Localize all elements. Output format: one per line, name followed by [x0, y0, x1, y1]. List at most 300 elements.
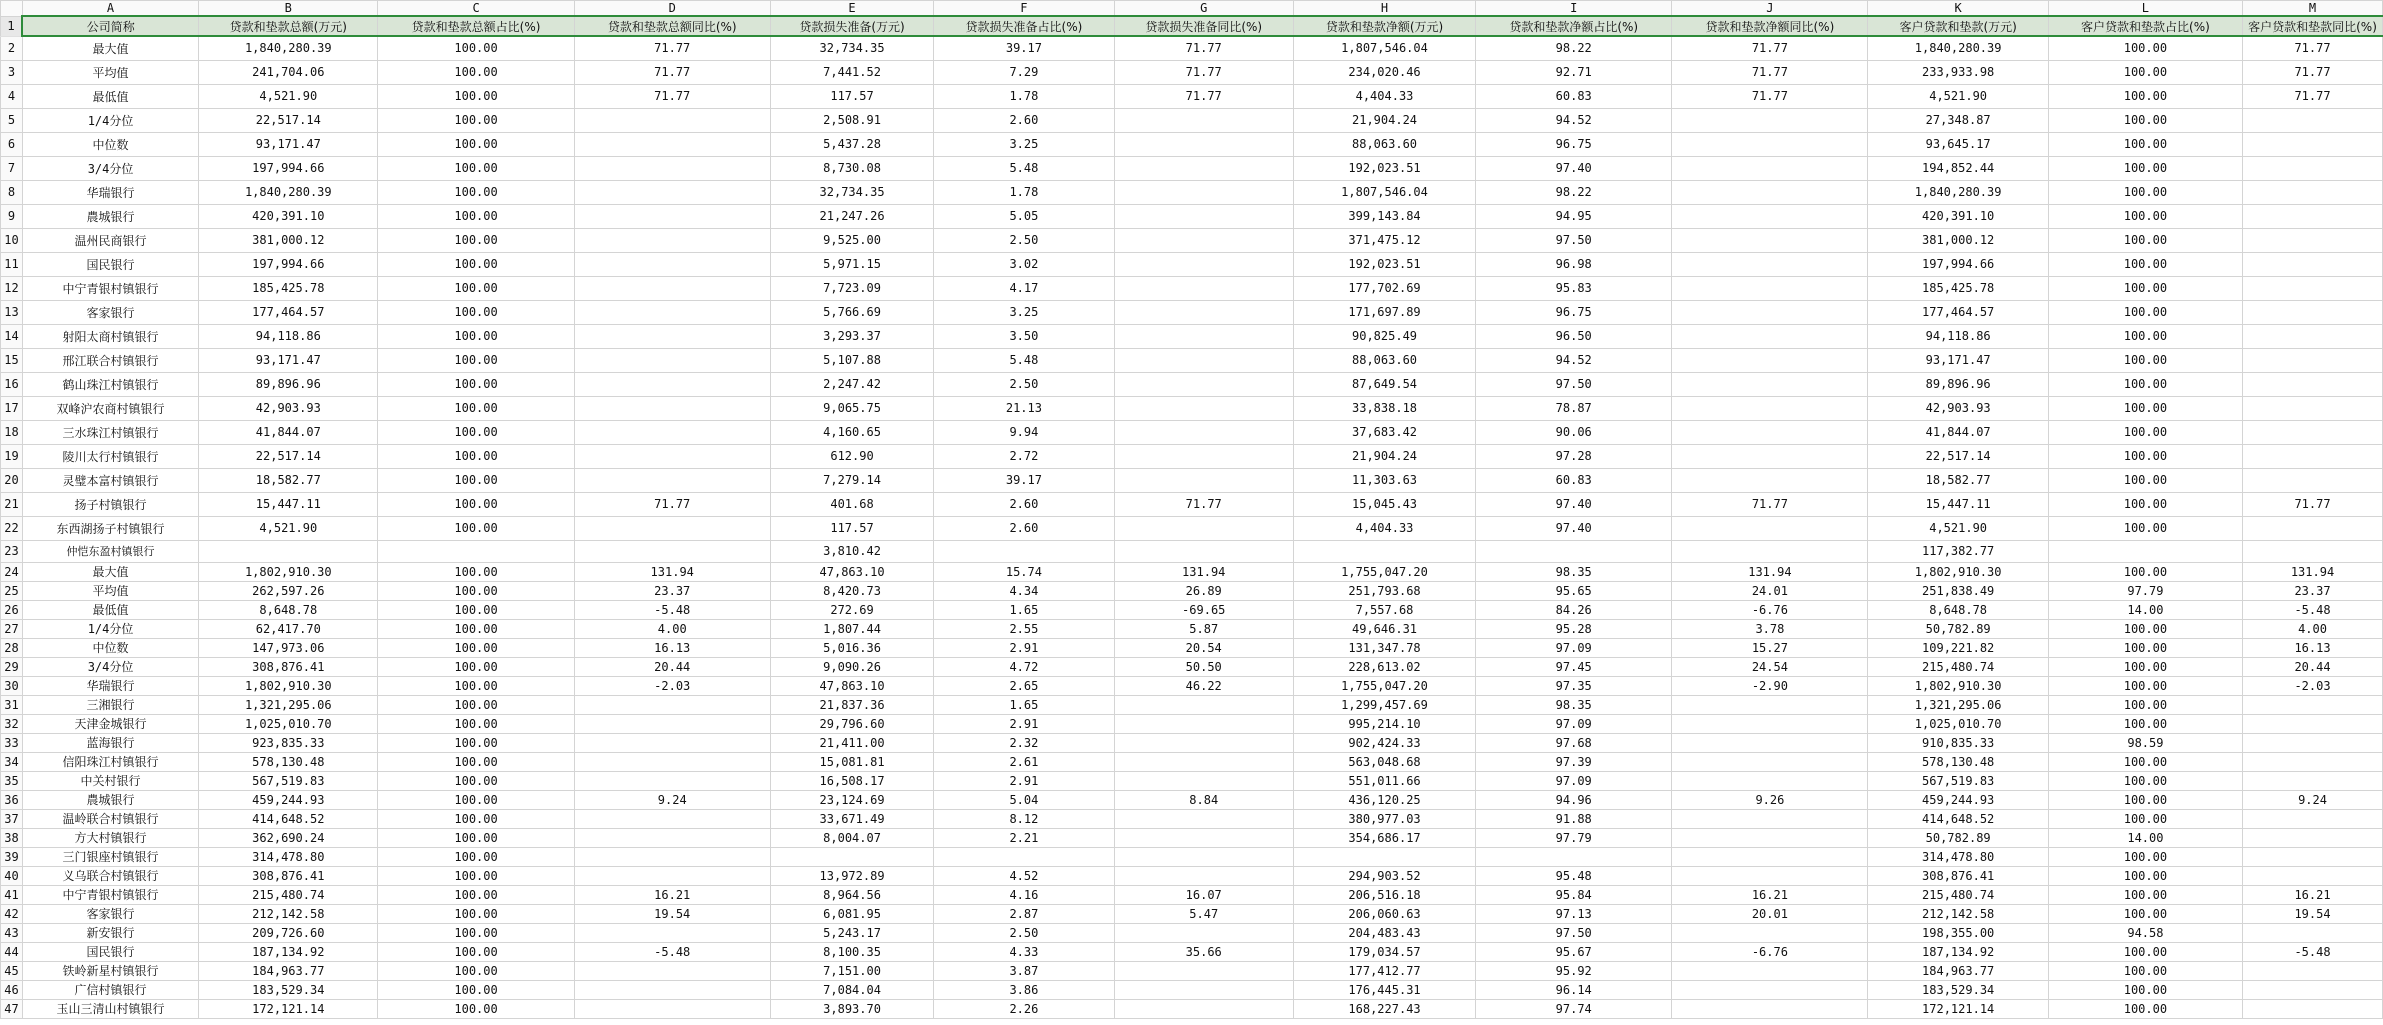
- value-cell[interactable]: 578,130.48: [1868, 752, 2048, 771]
- company-name-cell[interactable]: 農城银行: [22, 790, 198, 809]
- row-header[interactable]: 1: [1, 16, 23, 36]
- row-header[interactable]: 25: [1, 581, 23, 600]
- value-cell[interactable]: [1114, 132, 1293, 156]
- value-cell[interactable]: [2243, 714, 2383, 733]
- company-name-cell[interactable]: 平均值: [22, 581, 198, 600]
- value-cell[interactable]: [2243, 444, 2383, 468]
- value-cell[interactable]: 93,171.47: [199, 132, 378, 156]
- value-cell[interactable]: 3.50: [934, 324, 1114, 348]
- value-cell[interactable]: 16,508.17: [770, 771, 933, 790]
- value-cell[interactable]: [574, 516, 770, 540]
- value-cell[interactable]: [574, 714, 770, 733]
- value-cell[interactable]: [1114, 204, 1293, 228]
- value-cell[interactable]: 33,671.49: [770, 809, 933, 828]
- value-cell[interactable]: 100.00: [2048, 420, 2242, 444]
- value-cell[interactable]: 567,519.83: [1868, 771, 2048, 790]
- value-cell[interactable]: [574, 372, 770, 396]
- value-cell[interactable]: 4,521.90: [199, 516, 378, 540]
- value-cell[interactable]: 4.33: [934, 942, 1114, 961]
- value-cell[interactable]: 172,121.14: [1868, 999, 2048, 1018]
- value-cell[interactable]: 171,697.89: [1293, 300, 1475, 324]
- value-cell[interactable]: [2243, 252, 2383, 276]
- value-cell[interactable]: 100.00: [2048, 396, 2242, 420]
- value-cell[interactable]: [2243, 980, 2383, 999]
- value-cell[interactable]: 95.48: [1476, 866, 1672, 885]
- value-cell[interactable]: [2243, 828, 2383, 847]
- value-cell[interactable]: [1114, 847, 1293, 866]
- value-cell[interactable]: [2243, 372, 2383, 396]
- value-cell[interactable]: [1114, 324, 1293, 348]
- company-name-cell[interactable]: 客家银行: [22, 904, 198, 923]
- value-cell[interactable]: 380,977.03: [1293, 809, 1475, 828]
- row-header[interactable]: 10: [1, 228, 23, 252]
- column-title-cell[interactable]: 贷款和垫款总额占比(%): [378, 16, 574, 36]
- value-cell[interactable]: 1.78: [934, 84, 1114, 108]
- value-cell[interactable]: 100.00: [2048, 108, 2242, 132]
- value-cell[interactable]: 100.00: [2048, 885, 2242, 904]
- value-cell[interactable]: 90,825.49: [1293, 324, 1475, 348]
- value-cell[interactable]: 100.00: [378, 961, 574, 980]
- value-cell[interactable]: 177,702.69: [1293, 276, 1475, 300]
- value-cell[interactable]: 100.00: [2048, 999, 2242, 1018]
- value-cell[interactable]: 49,646.31: [1293, 619, 1475, 638]
- company-name-cell[interactable]: 中位数: [22, 638, 198, 657]
- value-cell[interactable]: 41,844.07: [199, 420, 378, 444]
- company-name-cell[interactable]: 国民银行: [22, 942, 198, 961]
- value-cell[interactable]: 923,835.33: [199, 733, 378, 752]
- value-cell[interactable]: 47,863.10: [770, 562, 933, 581]
- value-cell[interactable]: [1672, 324, 1868, 348]
- value-cell[interactable]: 50,782.89: [1868, 619, 2048, 638]
- value-cell[interactable]: 97.40: [1476, 516, 1672, 540]
- row-header[interactable]: 27: [1, 619, 23, 638]
- value-cell[interactable]: -5.48: [2243, 942, 2383, 961]
- value-cell[interactable]: 95.28: [1476, 619, 1672, 638]
- company-name-cell[interactable]: 農城银行: [22, 204, 198, 228]
- company-name-cell[interactable]: 1/4分位: [22, 108, 198, 132]
- value-cell[interactable]: [1672, 733, 1868, 752]
- company-name-cell[interactable]: 三湘银行: [22, 695, 198, 714]
- value-cell[interactable]: 3.86: [934, 980, 1114, 999]
- value-cell[interactable]: [574, 348, 770, 372]
- value-cell[interactable]: [574, 204, 770, 228]
- value-cell[interactable]: [1114, 276, 1293, 300]
- value-cell[interactable]: [1672, 372, 1868, 396]
- company-name-cell[interactable]: 客家银行: [22, 300, 198, 324]
- value-cell[interactable]: 8,420.73: [770, 581, 933, 600]
- value-cell[interactable]: 100.00: [378, 84, 574, 108]
- value-cell[interactable]: 14.00: [2048, 600, 2242, 619]
- column-title-cell[interactable]: 贷款和垫款总额同比(%): [574, 16, 770, 36]
- value-cell[interactable]: 206,060.63: [1293, 904, 1475, 923]
- value-cell[interactable]: 94,118.86: [199, 324, 378, 348]
- value-cell[interactable]: [574, 961, 770, 980]
- value-cell[interactable]: 4,521.90: [1868, 84, 2048, 108]
- row-header[interactable]: 14: [1, 324, 23, 348]
- row-header[interactable]: 38: [1, 828, 23, 847]
- row-header[interactable]: 36: [1, 790, 23, 809]
- value-cell[interactable]: 100.00: [2048, 60, 2242, 84]
- value-cell[interactable]: [574, 923, 770, 942]
- value-cell[interactable]: 100.00: [2048, 372, 2242, 396]
- row-header[interactable]: 6: [1, 132, 23, 156]
- value-cell[interactable]: 11,303.63: [1293, 468, 1475, 492]
- value-cell[interactable]: 100.00: [378, 999, 574, 1018]
- value-cell[interactable]: 5,971.15: [770, 252, 933, 276]
- value-cell[interactable]: 21,904.24: [1293, 108, 1475, 132]
- value-cell[interactable]: [2243, 999, 2383, 1018]
- company-name-cell[interactable]: 仲恺东盈村镇银行: [22, 540, 198, 562]
- value-cell[interactable]: [1672, 444, 1868, 468]
- value-cell[interactable]: 100.00: [2048, 516, 2242, 540]
- value-cell[interactable]: [2243, 866, 2383, 885]
- value-cell[interactable]: 97.13: [1476, 904, 1672, 923]
- company-name-cell[interactable]: 华瑞银行: [22, 676, 198, 695]
- value-cell[interactable]: 241,704.06: [199, 60, 378, 84]
- value-cell[interactable]: [2243, 468, 2383, 492]
- value-cell[interactable]: [2243, 420, 2383, 444]
- value-cell[interactable]: 1,755,047.20: [1293, 676, 1475, 695]
- row-header[interactable]: 31: [1, 695, 23, 714]
- column-title-cell[interactable]: 贷款和垫款总额(万元): [199, 16, 378, 36]
- value-cell[interactable]: 3.02: [934, 252, 1114, 276]
- company-name-cell[interactable]: 广信村镇银行: [22, 980, 198, 999]
- company-name-cell[interactable]: 蓝海银行: [22, 733, 198, 752]
- row-header[interactable]: 9: [1, 204, 23, 228]
- value-cell[interactable]: 100.00: [2048, 847, 2242, 866]
- value-cell[interactable]: 9,090.26: [770, 657, 933, 676]
- company-name-cell[interactable]: 双峰沪农商村镇银行: [22, 396, 198, 420]
- value-cell[interactable]: 1.65: [934, 600, 1114, 619]
- row-header[interactable]: 44: [1, 942, 23, 961]
- value-cell[interactable]: [1114, 108, 1293, 132]
- value-cell[interactable]: -6.76: [1672, 600, 1868, 619]
- value-cell[interactable]: 251,838.49: [1868, 581, 2048, 600]
- value-cell[interactable]: [1476, 540, 1672, 562]
- row-header[interactable]: 18: [1, 420, 23, 444]
- value-cell[interactable]: 97.50: [1476, 923, 1672, 942]
- value-cell[interactable]: [2243, 132, 2383, 156]
- value-cell[interactable]: 97.79: [2048, 581, 2242, 600]
- value-cell[interactable]: [574, 828, 770, 847]
- value-cell[interactable]: 2.60: [934, 492, 1114, 516]
- value-cell[interactable]: [1476, 847, 1672, 866]
- value-cell[interactable]: 187,134.92: [199, 942, 378, 961]
- value-cell[interactable]: 212,142.58: [1868, 904, 2048, 923]
- value-cell[interactable]: 459,244.93: [199, 790, 378, 809]
- value-cell[interactable]: 197,994.66: [199, 156, 378, 180]
- value-cell[interactable]: 100.00: [2048, 866, 2242, 885]
- value-cell[interactable]: 262,597.26: [199, 581, 378, 600]
- value-cell[interactable]: 93,645.17: [1868, 132, 2048, 156]
- value-cell[interactable]: [1672, 866, 1868, 885]
- value-cell[interactable]: [1672, 961, 1868, 980]
- value-cell[interactable]: 97.39: [1476, 752, 1672, 771]
- value-cell[interactable]: 42,903.93: [199, 396, 378, 420]
- value-cell[interactable]: 90.06: [1476, 420, 1672, 444]
- value-cell[interactable]: 7,441.52: [770, 60, 933, 84]
- value-cell[interactable]: 97.09: [1476, 714, 1672, 733]
- column-title-cell[interactable]: 贷款和垫款净额(万元): [1293, 16, 1475, 36]
- value-cell[interactable]: [574, 420, 770, 444]
- row-header[interactable]: 5: [1, 108, 23, 132]
- row-header[interactable]: 41: [1, 885, 23, 904]
- value-cell[interactable]: 47,863.10: [770, 676, 933, 695]
- value-cell[interactable]: 6,081.95: [770, 904, 933, 923]
- value-cell[interactable]: [1114, 733, 1293, 752]
- value-cell[interactable]: [2243, 961, 2383, 980]
- value-cell[interactable]: -2.90: [1672, 676, 1868, 695]
- value-cell[interactable]: 401.68: [770, 492, 933, 516]
- value-cell[interactable]: 314,478.80: [1868, 847, 2048, 866]
- value-cell[interactable]: 100.00: [378, 733, 574, 752]
- row-header[interactable]: 24: [1, 562, 23, 581]
- value-cell[interactable]: 15,045.43: [1293, 492, 1475, 516]
- value-cell[interactable]: 8,648.78: [1868, 600, 2048, 619]
- value-cell[interactable]: 100.00: [2048, 657, 2242, 676]
- value-cell[interactable]: 4,160.65: [770, 420, 933, 444]
- value-cell[interactable]: 98.35: [1476, 695, 1672, 714]
- value-cell[interactable]: 100.00: [2048, 961, 2242, 980]
- value-cell[interactable]: 100.00: [378, 714, 574, 733]
- value-cell[interactable]: 209,726.60: [199, 923, 378, 942]
- value-cell[interactable]: 15,447.11: [199, 492, 378, 516]
- value-cell[interactable]: 1,840,280.39: [199, 36, 378, 60]
- value-cell[interactable]: 4,521.90: [1868, 516, 2048, 540]
- value-cell[interactable]: [2243, 516, 2383, 540]
- value-cell[interactable]: 4.16: [934, 885, 1114, 904]
- value-cell[interactable]: 5.04: [934, 790, 1114, 809]
- value-cell[interactable]: 5.48: [934, 348, 1114, 372]
- value-cell[interactable]: 100.00: [2048, 444, 2242, 468]
- value-cell[interactable]: 354,686.17: [1293, 828, 1475, 847]
- value-cell[interactable]: 21,904.24: [1293, 444, 1475, 468]
- value-cell[interactable]: 84.26: [1476, 600, 1672, 619]
- value-cell[interactable]: 97.40: [1476, 156, 1672, 180]
- row-header[interactable]: 34: [1, 752, 23, 771]
- value-cell[interactable]: 98.22: [1476, 180, 1672, 204]
- company-name-cell[interactable]: 国民银行: [22, 252, 198, 276]
- value-cell[interactable]: 100.00: [2048, 348, 2242, 372]
- value-cell[interactable]: 131.94: [1114, 562, 1293, 581]
- value-cell[interactable]: 100.00: [378, 300, 574, 324]
- company-name-cell[interactable]: 最大值: [22, 36, 198, 60]
- value-cell[interactable]: 1,025,010.70: [1868, 714, 2048, 733]
- value-cell[interactable]: 24.01: [1672, 581, 1868, 600]
- value-cell[interactable]: 995,214.10: [1293, 714, 1475, 733]
- value-cell[interactable]: 24.54: [1672, 657, 1868, 676]
- value-cell[interactable]: 20.54: [1114, 638, 1293, 657]
- value-cell[interactable]: 100.00: [2048, 84, 2242, 108]
- value-cell[interactable]: 2,247.42: [770, 372, 933, 396]
- value-cell[interactable]: 22,517.14: [199, 108, 378, 132]
- value-cell[interactable]: 94.52: [1476, 108, 1672, 132]
- column-title-cell[interactable]: 客户贷款和垫款(万元): [1868, 16, 2048, 36]
- value-cell[interactable]: 399,143.84: [1293, 204, 1475, 228]
- value-cell[interactable]: 100.00: [2048, 771, 2242, 790]
- value-cell[interactable]: 100.00: [378, 866, 574, 885]
- value-cell[interactable]: 100.00: [378, 492, 574, 516]
- value-cell[interactable]: 7,279.14: [770, 468, 933, 492]
- column-header-d[interactable]: D: [574, 1, 770, 17]
- value-cell[interactable]: 910,835.33: [1868, 733, 2048, 752]
- row-header[interactable]: 46: [1, 980, 23, 999]
- value-cell[interactable]: 3.78: [1672, 619, 1868, 638]
- value-cell[interactable]: 100.00: [378, 468, 574, 492]
- value-cell[interactable]: 2.55: [934, 619, 1114, 638]
- value-cell[interactable]: 100.00: [378, 36, 574, 60]
- value-cell[interactable]: 168,227.43: [1293, 999, 1475, 1018]
- value-cell[interactable]: [2243, 540, 2383, 562]
- value-cell[interactable]: 100.00: [2048, 695, 2242, 714]
- value-cell[interactable]: [2243, 847, 2383, 866]
- value-cell[interactable]: [574, 540, 770, 562]
- value-cell[interactable]: 5.48: [934, 156, 1114, 180]
- row-header[interactable]: 7: [1, 156, 23, 180]
- value-cell[interactable]: [1672, 516, 1868, 540]
- value-cell[interactable]: [1114, 372, 1293, 396]
- value-cell[interactable]: 97.09: [1476, 771, 1672, 790]
- value-cell[interactable]: 185,425.78: [1868, 276, 2048, 300]
- value-cell[interactable]: 100.00: [2048, 638, 2242, 657]
- value-cell[interactable]: 100.00: [378, 252, 574, 276]
- row-header[interactable]: 3: [1, 60, 23, 84]
- company-name-cell[interactable]: 最低值: [22, 84, 198, 108]
- value-cell[interactable]: 100.00: [2048, 904, 2242, 923]
- value-cell[interactable]: 71.77: [1672, 60, 1868, 84]
- value-cell[interactable]: [1114, 468, 1293, 492]
- value-cell[interactable]: 1,807,546.04: [1293, 180, 1475, 204]
- column-title-cell[interactable]: 贷款损失准备占比(%): [934, 16, 1114, 36]
- value-cell[interactable]: 1.78: [934, 180, 1114, 204]
- value-cell[interactable]: 3,893.70: [770, 999, 933, 1018]
- value-cell[interactable]: -5.48: [2243, 600, 2383, 619]
- value-cell[interactable]: 117,382.77: [1868, 540, 2048, 562]
- value-cell[interactable]: 314,478.80: [199, 847, 378, 866]
- value-cell[interactable]: 1,321,295.06: [1868, 695, 2048, 714]
- value-cell[interactable]: 100.00: [2048, 252, 2242, 276]
- value-cell[interactable]: 71.77: [574, 60, 770, 84]
- value-cell[interactable]: [2243, 923, 2383, 942]
- value-cell[interactable]: 50,782.89: [1868, 828, 2048, 847]
- value-cell[interactable]: [1114, 714, 1293, 733]
- value-cell[interactable]: [1293, 540, 1475, 562]
- value-cell[interactable]: 215,480.74: [1868, 657, 2048, 676]
- value-cell[interactable]: 8,100.35: [770, 942, 933, 961]
- value-cell[interactable]: 100.00: [378, 324, 574, 348]
- column-header-c[interactable]: C: [378, 1, 574, 17]
- value-cell[interactable]: 71.77: [2243, 492, 2383, 516]
- value-cell[interactable]: 100.00: [378, 562, 574, 581]
- value-cell[interactable]: 4.00: [574, 619, 770, 638]
- column-header-h[interactable]: H: [1293, 1, 1475, 17]
- column-header-g[interactable]: G: [1114, 1, 1293, 17]
- row-header[interactable]: 17: [1, 396, 23, 420]
- value-cell[interactable]: [1672, 999, 1868, 1018]
- value-cell[interactable]: 459,244.93: [1868, 790, 2048, 809]
- value-cell[interactable]: 16.21: [1672, 885, 1868, 904]
- value-cell[interactable]: 3.25: [934, 132, 1114, 156]
- value-cell[interactable]: [1114, 980, 1293, 999]
- column-title-cell[interactable]: 贷款和垫款净额同比(%): [1672, 16, 1868, 36]
- row-header[interactable]: 13: [1, 300, 23, 324]
- value-cell[interactable]: 177,464.57: [1868, 300, 2048, 324]
- value-cell[interactable]: [574, 228, 770, 252]
- value-cell[interactable]: [378, 540, 574, 562]
- value-cell[interactable]: [1672, 276, 1868, 300]
- value-cell[interactable]: 2.60: [934, 108, 1114, 132]
- value-cell[interactable]: 71.77: [1672, 36, 1868, 60]
- value-cell[interactable]: 2.91: [934, 714, 1114, 733]
- value-cell[interactable]: 215,480.74: [1868, 885, 2048, 904]
- value-cell[interactable]: 71.77: [1672, 84, 1868, 108]
- value-cell[interactable]: 87,649.54: [1293, 372, 1475, 396]
- value-cell[interactable]: [2243, 695, 2383, 714]
- value-cell[interactable]: [1672, 809, 1868, 828]
- value-cell[interactable]: [1672, 156, 1868, 180]
- column-header-f[interactable]: F: [934, 1, 1114, 17]
- value-cell[interactable]: -69.65: [1114, 600, 1293, 619]
- value-cell[interactable]: [2243, 733, 2383, 752]
- value-cell[interactable]: [1672, 180, 1868, 204]
- value-cell[interactable]: 4.52: [934, 866, 1114, 885]
- row-header[interactable]: 40: [1, 866, 23, 885]
- row-header[interactable]: 37: [1, 809, 23, 828]
- value-cell[interactable]: 100.00: [378, 600, 574, 619]
- company-name-cell[interactable]: 鹤山珠江村镇银行: [22, 372, 198, 396]
- value-cell[interactable]: 1,840,280.39: [1868, 180, 2048, 204]
- value-cell[interactable]: [1672, 847, 1868, 866]
- value-cell[interactable]: 3.87: [934, 961, 1114, 980]
- value-cell[interactable]: 131,347.78: [1293, 638, 1475, 657]
- value-cell[interactable]: 96.75: [1476, 132, 1672, 156]
- value-cell[interactable]: 16.07: [1114, 885, 1293, 904]
- value-cell[interactable]: 2.65: [934, 676, 1114, 695]
- value-cell[interactable]: 94.52: [1476, 348, 1672, 372]
- value-cell[interactable]: 2.91: [934, 638, 1114, 657]
- value-cell[interactable]: 97.50: [1476, 228, 1672, 252]
- value-cell[interactable]: 95.67: [1476, 942, 1672, 961]
- value-cell[interactable]: 192,023.51: [1293, 156, 1475, 180]
- value-cell[interactable]: 100.00: [2048, 790, 2242, 809]
- row-header[interactable]: 21: [1, 492, 23, 516]
- value-cell[interactable]: 35.66: [1114, 942, 1293, 961]
- value-cell[interactable]: 20.44: [574, 657, 770, 676]
- value-cell[interactable]: [1114, 252, 1293, 276]
- value-cell[interactable]: 95.92: [1476, 961, 1672, 980]
- value-cell[interactable]: 100.00: [2048, 619, 2242, 638]
- value-cell[interactable]: 88,063.60: [1293, 348, 1475, 372]
- company-name-cell[interactable]: 最大值: [22, 562, 198, 581]
- value-cell[interactable]: [2243, 156, 2383, 180]
- value-cell[interactable]: 71.77: [1114, 84, 1293, 108]
- value-cell[interactable]: 1,802,910.30: [199, 676, 378, 695]
- value-cell[interactable]: [2243, 396, 2383, 420]
- value-cell[interactable]: 97.28: [1476, 444, 1672, 468]
- value-cell[interactable]: 97.79: [1476, 828, 1672, 847]
- value-cell[interactable]: 42,903.93: [1868, 396, 2048, 420]
- value-cell[interactable]: 131.94: [574, 562, 770, 581]
- value-cell[interactable]: 185,425.78: [199, 276, 378, 300]
- value-cell[interactable]: 147,973.06: [199, 638, 378, 657]
- value-cell[interactable]: [1114, 828, 1293, 847]
- value-cell[interactable]: 551,011.66: [1293, 771, 1475, 790]
- value-cell[interactable]: [574, 847, 770, 866]
- value-cell[interactable]: 22,517.14: [199, 444, 378, 468]
- value-cell[interactable]: [1114, 695, 1293, 714]
- value-cell[interactable]: 177,464.57: [199, 300, 378, 324]
- value-cell[interactable]: 23.37: [574, 581, 770, 600]
